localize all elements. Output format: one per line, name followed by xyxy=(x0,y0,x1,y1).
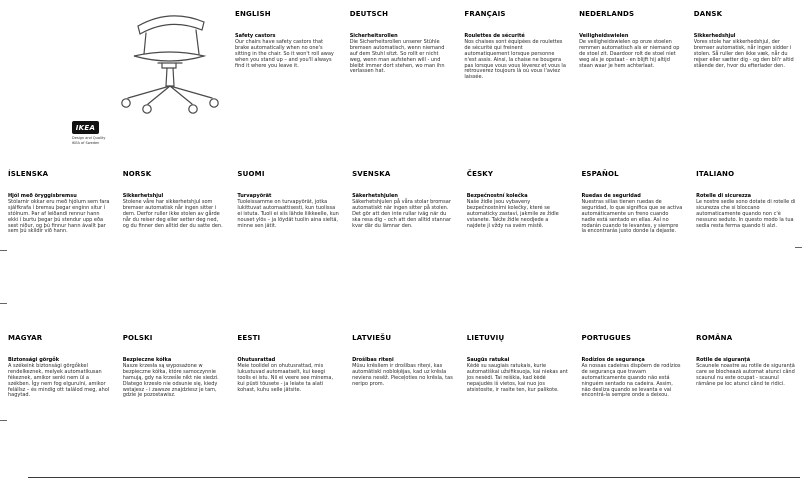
section-body: Our chairs have safety castors that brake automatically when no one's sitting in the chair. So it won't roll away when you stand up – and you'll always find it where you leave it. xyxy=(235,39,334,69)
section-body: Tuoleissamme on turvapyörät, jotka lukittuvat automaattisesti, kun tuolissa ei istuta. Tuoli ei siis lähde liikkeelle, kun nouset ylös – ja löydät tuolin aina sieltä, minne sen jätit. xyxy=(237,199,339,229)
section-italiano xyxy=(696,170,802,235)
section-nederlands xyxy=(579,10,694,81)
section-heading: Rotile de siguranță xyxy=(696,357,751,363)
language-title: SVENSKA xyxy=(352,170,391,178)
language-title: POLSKI xyxy=(122,334,153,342)
section-body: As nossas cadeiras dispõem de rodízios de segurança que travam automaticamente quando não está ninguém sentado na cadeira. Assim, não desliza quando se levanta e vai encontrá-la sempre onde a deixou. xyxy=(581,363,681,399)
section-polski xyxy=(123,334,238,399)
language-title: FRANÇAIS xyxy=(464,10,506,18)
section-svenska xyxy=(352,170,467,235)
section-body: Kėdė su saugiais ratukais, kurie automatiškai užsifiksuoja, kai niekas ant jos nesėdi. Tai reiškia, kad kėdė nepajudės iš vietos, kai nuo jos atsistosite, ir rasite ten, kur palikote. xyxy=(466,363,568,393)
language-title: EESTI xyxy=(237,334,261,342)
section-body: Meie toolidel on ohutusrattad, mis lukustuvad automaatselt, kui keegi toolis ei istu. Nii ei veere see minema, kui püsti tõusete - ja leiate ta alati kohast, kuhu selle jätsite. xyxy=(237,363,334,393)
section-heading: Saugūs ratukai xyxy=(466,357,510,363)
language-title: DEUTSCH xyxy=(349,10,389,18)
section-body: Stolene våre har sikkerhetshjul som bremser automatisk når ingen sitter i dem. Derfor ruller ikke stolen av gårde når du reiser deg eller setter deg ned, og du finner den alltid der du satte den. xyxy=(122,199,223,229)
language-row-3 xyxy=(8,334,802,399)
language-title: PORTUGUES xyxy=(581,334,632,342)
section-body: Säkerhetshjulen på våra stolar bromsar automatiskt när ingen sitter på stolen. Det gör att den inte rullar iväg när du ska resa dig – och att den alltid stannar kvar där du lämnar den. xyxy=(352,199,452,229)
section-heading: Rotelle di sicurezza xyxy=(696,193,752,199)
section-islenska xyxy=(8,170,123,235)
language-title: ESPAÑOL xyxy=(581,170,619,178)
section-body: Scaunele noastre au rotile de siguranță care se blochează automat atunci când scaunul nu este ocupat - scaunul rămâne pe loc atunci când te ridici. xyxy=(696,363,795,387)
crop-mark xyxy=(0,420,7,421)
section-francais xyxy=(464,10,579,81)
language-title: SUOMI xyxy=(237,170,265,178)
section-english xyxy=(235,10,350,81)
section-lietuviu xyxy=(467,334,582,399)
section-espanol xyxy=(581,170,696,235)
language-title: ÍSLENSKA xyxy=(8,170,49,178)
section-magyar xyxy=(8,334,123,399)
section-dansk xyxy=(694,10,802,81)
section-heading: Sikkerhetshjul xyxy=(122,193,164,199)
section-norsk xyxy=(123,170,238,235)
language-title: ENGLISH xyxy=(235,10,271,18)
section-heading: Roulettes de sécurité xyxy=(464,33,525,39)
section-heading: Sikkerhedshjul xyxy=(693,33,736,39)
section-body: Naše židle jsou vybaveny bezpečnostními kolečky, které se automaticky zastaví, jakmile ze židle vstanete. Takže židle neodjede a najdete ji vždy na svém místě. xyxy=(466,199,559,229)
crop-mark xyxy=(795,247,802,248)
section-deutsch xyxy=(350,10,465,81)
language-row-1 xyxy=(235,10,802,81)
crop-mark xyxy=(0,250,7,251)
section-body: Mūsu krēsliem ir drošības riteņi, kas automātiski nobloķējas, kad uz krēsla neviens nesēž. Pieceļoties no krēsla, tas neripo prom. xyxy=(352,363,453,387)
section-body: Nuestras sillas tienen ruedas de seguridad, lo que significa que se activa automáticamente un freno cuando nadie está sentado en ellas. Así no rodarán cuando te levantes, y siempre la encontrarás justo donde la dejaste. xyxy=(581,199,683,235)
section-body: Vores stole har sikkerhedshjul, der bremser automatisk, når ingen sidder i stolen. Så ruller den ikke væk, når du rejser eller sætter dig - og den bli'r altid stående der, hvor du efterlader den. xyxy=(693,39,794,69)
section-body: Nos chaises sont équipées de roulettes de sécurité qui freinent automatiquement lorsque personne n'est assis. Ainsi, la chaise ne bougera pas lorsque vous vous lèverez et vous la retrouverez toujours là où vous l'aviez laissée. xyxy=(464,39,566,81)
section-heading: Sicherheitsrollen xyxy=(349,33,398,39)
section-body: De veiligheidswielen op onze stoelen remmen automatisch als er niemand op de stoel zit. Daardoor rolt de stoel niet weg als je opstaat - en blijft hij altijd staan waar je hem achterlaat. xyxy=(579,39,680,69)
section-heading: Bezpečnostní kolečka xyxy=(466,193,528,199)
section-heading: Ruedas de seguridad xyxy=(581,193,641,199)
language-title: ITALIANO xyxy=(696,170,735,178)
ikea-logo xyxy=(72,121,99,134)
section-heading: Säkerhetshjulen xyxy=(352,193,398,199)
logo-caption-line1: Design and Quality xyxy=(72,136,106,140)
section-heading: Turvapyörät xyxy=(237,193,272,199)
language-row-2 xyxy=(8,170,802,235)
language-title: LIETUVIŲ xyxy=(466,334,505,342)
ikea-logo-block xyxy=(72,121,132,145)
logo-caption xyxy=(72,136,132,145)
language-title: ČESKY xyxy=(466,170,494,178)
section-heading: Drošības riteņi xyxy=(352,357,394,363)
section-cesky xyxy=(467,170,582,235)
section-heading: Biztonsági görgők xyxy=(8,357,60,363)
section-body: Stólarnir okkar eru með hjólum sem fara sjálfkrafa í bremsu þegar enginn situr í stólnum. Þar af leiðandi rennur hann ekki í burtu þegar þú stendur upp eða sest niður, og þú finnur hann ávallt þar sem þú skildir við hann. xyxy=(8,199,110,235)
section-heading: Veiligheidswielen xyxy=(579,33,629,39)
section-body: Die Sicherheitsrollen unserer Stühle bremsen automatisch, wenn niemand auf dem Stuhl sitzt. So rollt er nicht weg, wenn man aufstehen will - und bleibt immer dort stehen, wo man ihn verlassen hat. xyxy=(349,39,445,75)
section-body: Nasze krzesła są wyposażone w bezpieczne kółka, które samoczynnie hamują, gdy na krześle nikt nie siedzi. Dlatego krzesło nie odsunie się, kiedy wstajesz - i zawsze znajdziesz je tam, gdzie je pozostawisz. xyxy=(122,363,219,399)
crop-mark xyxy=(0,303,7,304)
language-title: DANSK xyxy=(693,10,723,18)
bottom-rule xyxy=(28,477,800,478)
section-heading: Rodízios de segurança xyxy=(581,357,645,363)
section-body: Le nostre sedie sono dotate di rotelle di sicurezza che si bloccano automaticamente quando non c'è nessuno seduto. In questo modo la tua sedia resta ferma quando ti alzi. xyxy=(696,199,796,229)
chair-illustration xyxy=(100,4,235,116)
language-title: ROMÂNA xyxy=(696,334,733,342)
section-body: A székeink biztonsági görgőkkel rendelkeznek, melyek automatikusan fékeznek, amikor senki nem ül a székben. Így nem fog elgurulni, amikor felállsz – és mindig ott találod meg, ahol hagytad. xyxy=(8,363,110,399)
section-suomi xyxy=(237,170,352,235)
section-heading: Ohutusrattad xyxy=(237,357,276,363)
language-title: LATVIEŠU xyxy=(352,334,392,342)
section-latviesu xyxy=(352,334,467,399)
language-title: NORSK xyxy=(122,170,152,178)
language-title: NEDERLANDS xyxy=(579,10,635,18)
section-romana xyxy=(696,334,802,399)
section-heading: Bezpieczne kółka xyxy=(122,357,172,363)
language-title: MAGYAR xyxy=(8,334,43,342)
logo-caption-line2: IKEA of Sweden xyxy=(72,140,100,145)
section-portugues xyxy=(581,334,696,399)
section-heading: Safety castors xyxy=(235,33,276,39)
section-heading: Hjól með öryggisbremsu xyxy=(8,193,77,199)
ikea-logo-text: IKEA xyxy=(75,123,96,132)
section-eesti xyxy=(237,334,352,399)
